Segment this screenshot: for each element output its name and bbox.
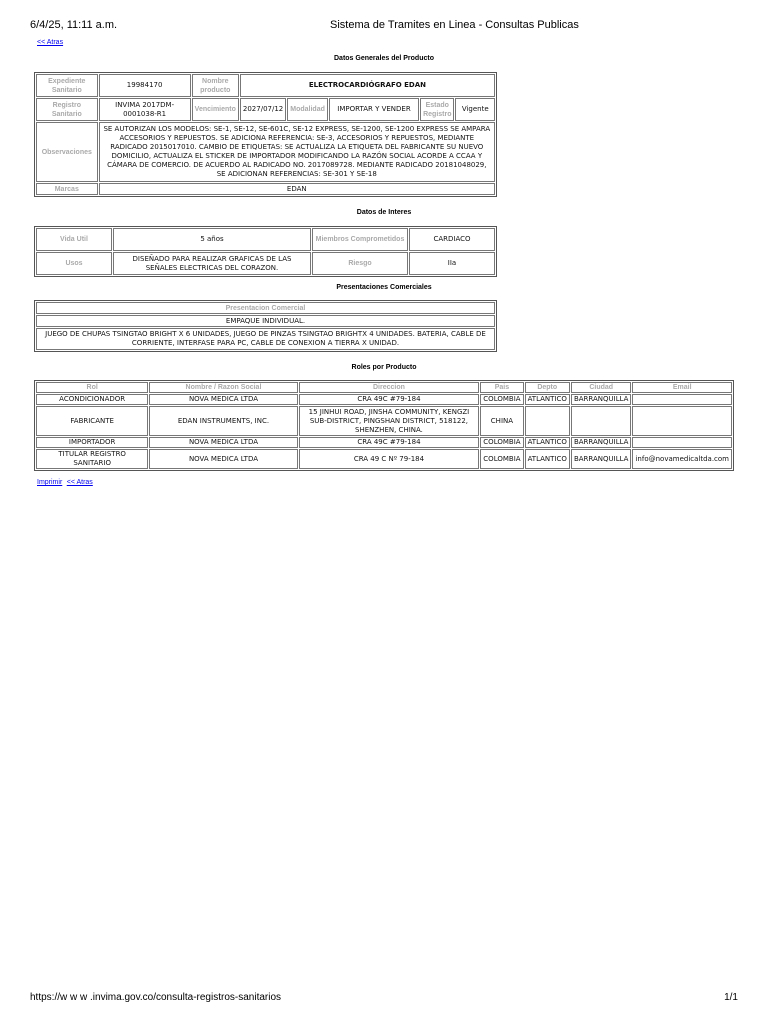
back-link-top[interactable]: << Atras	[37, 39, 64, 46]
print-header	[30, 19, 738, 35]
address-cell: CRA 49C #79-184	[299, 394, 480, 405]
usos-value: DISEÑADO PARA REALIZAR GRAFICAS DE LAS SEÑALES ELECTRICAS DEL CORAZON.	[113, 252, 311, 275]
table-row	[36, 449, 732, 469]
presentaciones-section-title: Presentaciones Comerciales	[336, 284, 432, 291]
presentacion-row: EMPAQUE INDIVIDUAL.	[36, 315, 495, 327]
dept-cell: ATLANTICO	[525, 449, 570, 469]
nombre-label: Nombre producto	[192, 74, 239, 97]
city-cell: BARRANQUILLA	[571, 394, 632, 405]
roles-section-title: Roles por Producto	[351, 364, 417, 371]
name-cell: EDAN INSTRUMENTS, INC.	[149, 406, 297, 436]
expediente-value: 19984170	[99, 74, 191, 97]
roles-header-depto: Depto	[525, 382, 570, 393]
observaciones-label: Observaciones	[36, 122, 98, 182]
city-cell: BARRANQUILLA	[571, 449, 632, 469]
email-cell	[632, 394, 732, 405]
marcas-label: Marcas	[36, 183, 98, 195]
modalidad-label: Modalidad	[287, 98, 328, 121]
general-table	[34, 72, 497, 197]
print-url: https://w w w .invima.gov.co/consulta-registros-sanitarios	[30, 992, 282, 1003]
nombre-value: ELECTROCARDIÓGRAFO EDAN	[240, 74, 495, 97]
usos-label: Usos	[36, 252, 112, 275]
roles-header-nombre: Nombre / Razon Social	[149, 382, 297, 393]
print-date: 6/4/25, 11:11 a.m.	[30, 19, 118, 31]
miembros-value: CARDIACO	[409, 228, 495, 251]
role-cell: TITULAR REGISTRO SANITARIO	[36, 449, 148, 469]
email-cell	[632, 406, 732, 436]
observaciones-value: SE AUTORIZAN LOS MODELOS: SE-1, SE-12, SE-601C, SE-12 EXPRESS, SE-1200, SE-1200 EXPRESS SE AMPARA ACCESORIOS Y REPUESTOS. SE ADICIONA REFERENCIA: SE-3, ACCESORIOS Y REPUESTOS, MEDIANTE RADICADO 2015017010. CAMBIO DE ETIQUETAS: SE ACTUALIZA LA ETIQUETA DEL FABRICANTE SU NUEVO DOMICILIO, ACTUALIZA EL STICKER DE IMPORTADOR MODIFICANDO LA RAZÓN SOCIAL ACORDE A CCAA Y CÁMARA DE COMERCIO. DE ACUERDO AL RADICADO NO. 2017089728. MEDIANTE RADICADO 20181048029, SE ADICIONAN REFERENCIAS: SE-301 Y SE-18	[99, 122, 495, 182]
name-cell: NOVA MEDICA LTDA	[149, 437, 297, 448]
print-footer	[30, 992, 738, 1008]
presentaciones-table	[34, 300, 497, 352]
general-section-title: Datos Generales del Producto	[334, 55, 434, 62]
dept-cell	[525, 406, 570, 436]
bottom-links	[37, 471, 93, 489]
email-cell	[632, 437, 732, 448]
dept-cell: ATLANTICO	[525, 394, 570, 405]
roles-table	[34, 380, 734, 471]
registro-value: INVIMA 2017DM-0001038-R1	[99, 98, 191, 121]
roles-header-rol: Rol	[36, 382, 148, 393]
table-row	[36, 437, 732, 448]
city-cell	[571, 406, 632, 436]
country-cell: COLOMBIA	[480, 449, 523, 469]
vencimiento-value: 2027/07/12	[240, 98, 286, 121]
roles-header-email: Email	[632, 382, 732, 393]
presentacion-row: JUEGO DE CHUPAS TSINGTAO BRIGHT X 6 UNIDADES, JUEGO DE PINZAS TSINGTAO BRIGHTX 4 UNIDADES. BATERIA, CABLE DE CORRIENTE, INTERFASE PARA PC, CABLE DE CONEXION A TIERRA X UNIDAD.	[36, 328, 495, 350]
expediente-label: Expediente Sanitario	[36, 74, 98, 97]
address-cell: 15 JINHUI ROAD, JINSHA COMMUNITY, KENGZI SUB-DISTRICT, PINGSHAN DISTRICT, 518122, SHENZHEN, CHINA.	[299, 406, 480, 436]
marcas-value: EDAN	[99, 183, 495, 195]
table-row	[36, 394, 732, 405]
print-title: Sistema de Tramites en Linea - Consultas Publicas	[330, 19, 579, 31]
miembros-label: Miembros Comprometidos	[312, 228, 408, 251]
vencimiento-label: Vencimiento	[192, 98, 239, 121]
country-cell: COLOMBIA	[480, 437, 523, 448]
dept-cell: ATLANTICO	[525, 437, 570, 448]
registro-label: Registro Sanitario	[36, 98, 98, 121]
estado-value: Vigente	[455, 98, 495, 121]
estado-label: Estado Registro	[420, 98, 454, 121]
vida-label: Vida Util	[36, 228, 112, 251]
email-cell: info@novamedicaltda.com	[632, 449, 732, 469]
riesgo-label: Riesgo	[312, 252, 408, 275]
role-cell: IMPORTADOR	[36, 437, 148, 448]
print-link[interactable]: Imprimir	[37, 479, 63, 486]
name-cell: NOVA MEDICA LTDA	[149, 394, 297, 405]
back-link-bottom[interactable]: << Atras	[66, 479, 93, 486]
riesgo-value: IIa	[409, 252, 495, 275]
roles-header-ciudad: Ciudad	[571, 382, 632, 393]
vida-value: 5 años	[113, 228, 311, 251]
roles-header-pais: Pais	[480, 382, 523, 393]
table-row	[36, 406, 732, 436]
country-cell: CHINA	[480, 406, 523, 436]
modalidad-value: IMPORTAR Y VENDER	[329, 98, 419, 121]
interes-section-title: Datos de Interes	[356, 209, 412, 216]
print-page-number: 1/1	[724, 992, 738, 1003]
presentacion-header: Presentacion Comercial	[36, 302, 495, 314]
country-cell: COLOMBIA	[480, 394, 523, 405]
name-cell: NOVA MEDICA LTDA	[149, 449, 297, 469]
address-cell: CRA 49 C Nº 79-184	[299, 449, 480, 469]
address-cell: CRA 49C #79-184	[299, 437, 480, 448]
city-cell: BARRANQUILLA	[571, 437, 632, 448]
role-cell: FABRICANTE	[36, 406, 148, 436]
role-cell: ACONDICIONADOR	[36, 394, 148, 405]
roles-header-direccion: Direccion	[299, 382, 480, 393]
interes-table	[34, 226, 497, 277]
